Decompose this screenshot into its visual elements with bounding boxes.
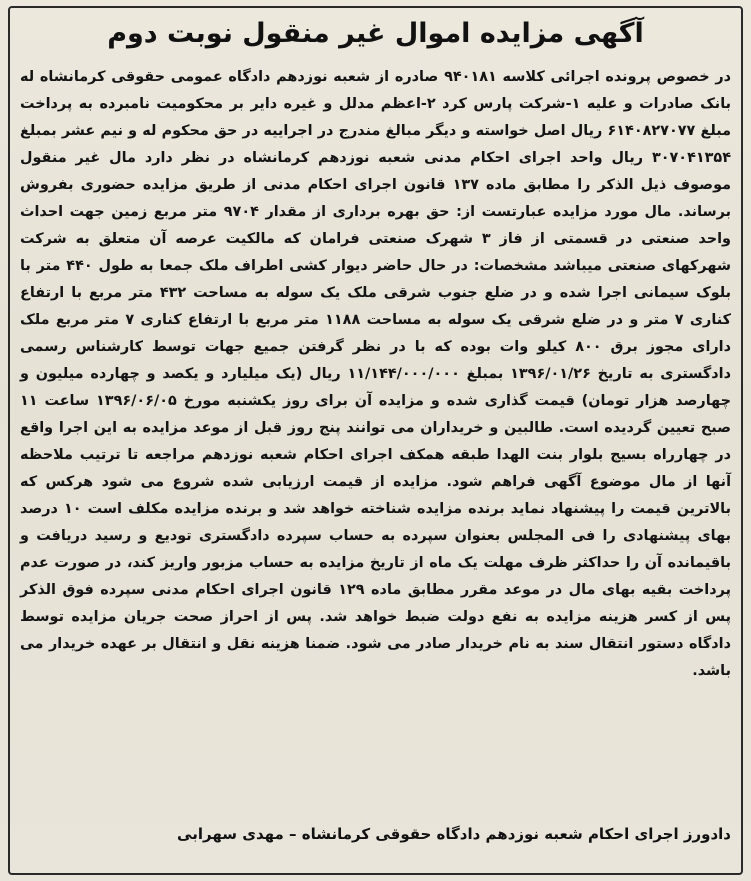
notice-title: آگهی مزایده اموال غیر منقول نوبت دوم: [107, 18, 644, 49]
notice-body: در خصوص پرونده اجرائی کلاسه ۹۴۰۱۸۱ صادره از شعبه نوزدهم دادگاه عمومی حقوقی کرمانشاه له بانک صادرات و علیه ۱-شرکت پارس کرد ۲-اعظم مدلل و غیره دایر بر محکومیت نامبرده به پرداخت مبلغ ۶۱۴۰۸۲۷۰۷۷ ریال اصل خواسته و دیگر مبالغ مندرج در اجراییه در حق محکوم له و نیم عشر بمبلغ ۳۰۷۰۴۱۳۵۴ ریال واحد اجرای احکام مدنی شعبه نوزدهم کرمانشاه در نظر دارد مال غیر منقول موصوف ذیل الذکر را مطابق ماده ۱۳۷ قانون اجرای احکام مدنی از طریق مزایده حضوری بفروش برساند. مال مورد مزایده عبارتست از: حق بهره برداری از مقدار ۹۷۰۴ متر مربع زمین جهت احداث واحد صنعتی در قسمتی از فاز ۳ شهرک صنعتی فرامان که مالکیت عرصه آن متعلق به شرکت شهرکهای صنعتی میباشد مشخصات: در حال حاضر دیوار کشی اطراف ملک جمعا به طول ۴۴۰ متر با بلوک سیمانی اجرا شده و در ضلع جنوب شرقی ملک یک سوله به مساحت ۴۳۲ متر مربع با ارتفاع کناری ۷ متر و در ضلع شرقی یک سوله به مساحت ۱۱۸۸ متر مربع با ارتفاع کناری ۷ متر مربع ملک دارای مجوز برق ۸۰۰ کیلو وات بوده که با در نظر گرفتن جمیع جهات توسط کارشناس رسمی دادگستری به تاریخ ۱۳۹۶/۰۱/۲۶ بمبلغ ۱۱/۱۴۴/۰۰۰/۰۰۰ ریال (یک میلیارد و یکصد و چهارده میلیون و چهارصد هزار تومان) قیمت گذاری شده و مزایده آن برای روز یکشنبه مورخ ۱۳۹۶/۰۶/۰۵ ساعت ۱۱ صبح تعیین گردیده است. طالبین و خریداران می توانند پنج روز قبل از موعد مزایده به این اجرا واقع در چهارراه بسیج بلوار بنت الهدا طبقه همکف اجرای احکام شعبه نوزدهم مراجعه تا ترتیب ملاحظه آنها از مال موضوع آگهی فراهم شود. مزایده از قیمت ارزیابی شده شروع می شود هرکس که بالاترین قیمت را پیشنهاد نماید برنده مزایده شناخته خواهد شد و برنده مزایده مکلف است ۱۰ درصد بهای پیشنهادی را فی المجلس بعنوان سپرده به حساب سپرده دادگستری تودیع و رسید دریافت و باقیمانده آن را حداکثر ظرف مهلت یک ماه از تاریخ مزایده به حساب مزبور واریز کند، در صورت عدم پرداخت بقیه بهای مال در موعد مقرر مطابق ماده ۱۲۹ قانون اجرای احکام مدنی سپرده فوق الذکر پس از کسر هزینه مزایده به نفع دولت ضبط خواهد شد. پس از احراز صحت جریان مزایده توسط دادگاه دستور انتقال سند به نام خریدار صادر می شود. ضمنا هزینه نقل و انتقال بر عهده خریدار می باشد.: [20, 69, 732, 679]
notice-signature: دادورز اجرای احکام شعبه نوزدهم دادگاه حقوقی کرمانشاه – مهدی سهرابی: [177, 825, 731, 843]
